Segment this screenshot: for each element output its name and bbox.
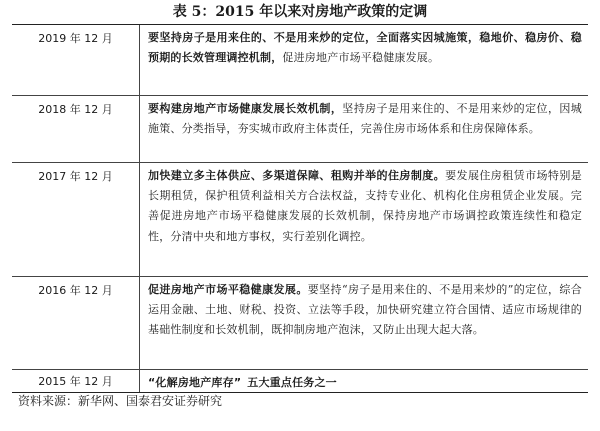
row-date: 2019 年 12 月 [12,25,140,95]
table-row [12,25,588,95]
row-bold-text: “化解房地产库存” [148,376,242,389]
table-row [12,369,588,392]
row-date: 2017 年 12 月 [12,163,140,276]
row-normal-text: 要坚持“房子是用来住的、不是用来炒的”的定位，综合运用金融、土地、财税、投资、立法等手段，加快研究建立符合国情、适应市场规律的基础性制度和长效机制，既抑制房地产泡沫，又防止出现大起大落。 [148,283,582,337]
row-normal-text: 坚持房子是用来住的、不是用来炒的定位，因城施策、分类指导，夯实城市政府主体责任，完善住房市场体系和住房保障体系。 [148,102,582,136]
policy-table [12,24,588,393]
table-row [12,95,588,162]
table-row [12,162,588,276]
row-date: 2018 年 12 月 [12,96,140,162]
table-row [12,276,588,369]
row-content [140,96,588,162]
row-content [140,163,588,276]
source-note: 资料来源：新华网、国泰君安证券研究 [18,394,223,408]
row-bold-text: 加快建立多主体供应、多渠道保障、租购并举的住房制度。 [148,169,446,182]
row-normal-text: 五大重点任务之一 [247,376,337,389]
row-normal-text: 要发展住房租赁市场特别是长期租赁，保护租赁利益相关方合法权益，支持专业化、机构化住房租赁企业发展。完善促进房地产市场平稳健康发展的长效机制，保持房地产市场调控政策连续性和稳定性，分清中央和地方事权，实行差别化调控。 [148,169,582,243]
row-date: 2015 年 12 月 [12,370,140,392]
row-date: 2016 年 12 月 [12,277,140,369]
row-bold-text: 要构建房地产市场健康发展长效机制， [148,102,343,115]
row-bold-text: 促进房地产市场平稳健康发展。 [148,283,308,296]
row-content [140,370,588,392]
table-title: 表 5：2015 年以来对房地产政策的定调 [172,4,428,20]
row-content [140,25,588,95]
row-bold-text: 要坚持房子是用来住的、不是用来炒的定位，全面落实因城施策，稳地价、稳房价、稳预期的长效管理调控机制， [148,31,582,65]
row-content [140,277,588,369]
row-normal-text: 促进房地产市场平稳健康发展。 [282,51,440,65]
